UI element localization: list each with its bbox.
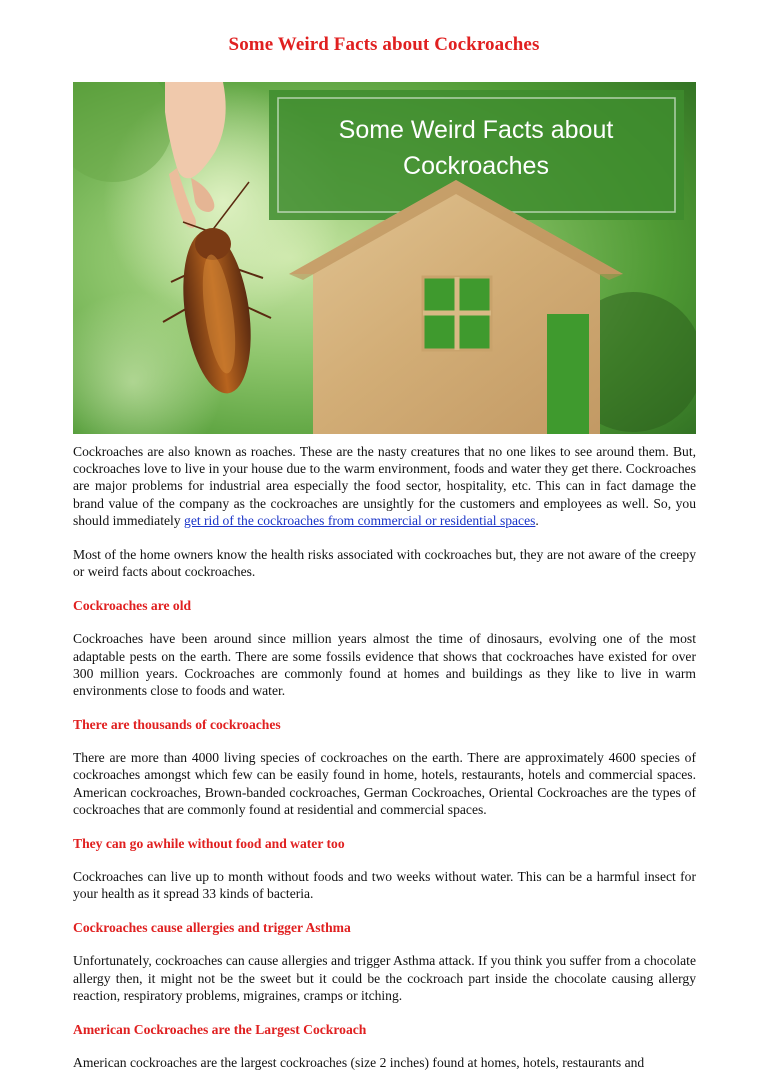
cockroach-removal-link[interactable]: get rid of the cockroaches from commercial or residential spaces [184,512,536,528]
section-body-old: Cockroaches have been around since million years almost the time of dinosaurs, evolving one of the most adaptable pests on the earth. There are some fossils evidence that shows that cockroaches have existed for over 300 million years. Cockroaches are commonly found at homes and buildings as they like to live in warm environments close to foods and water. [73,631,696,699]
intro-text: Cockroaches are also known as roaches. These are the nasty creatures that no one likes to see around them. But, cockroaches love to live in your house due to the warm environment, foods and water they get there. Cockroaches are major problems for industrial area especially the food sector, hospitality, etc. This can in fact damage the brand value of the company as the cockroaches are unsightly for the customers and employees as well. So, you should immediately [73,444,696,528]
section-body-food-water: Cockroaches can live up to month without foods and two weeks without water. This can be a harmful insect for your health as it spread 33 kinds of bacteria. [73,869,696,902]
hero-image [73,82,696,434]
section-body-allergies: Unfortunately, cockroaches can cause allergies and trigger Asthma attack. If you think you suffer from a chocolate allergy then, it might not be the sweet but it could be the cockroach part inside the chocolate causing allergy reaction, respiratory problems, migraines, cramps or itching. [73,953,696,1003]
section-body-american: American cockroaches are the largest cockroaches (size 2 inches) found at homes, hotels, restaurants and [73,1055,645,1071]
section-heading-american: American Cockroaches are the Largest Cockroach [73,1022,367,1038]
intro-paragraph [73,443,696,529]
article-body [73,443,696,1088]
intro-text-end: . [535,512,539,528]
section-heading-thousands: There are thousands of cockroaches [73,717,281,733]
section-heading-food-water: They can go awhile without food and water too [73,836,345,852]
banner-line-2: Cockroaches [403,152,549,180]
paragraph-2: Most of the home owners know the health risks associated with cockroaches but, they are not aware of the creepy or weird facts about cockroaches. [73,547,696,580]
section-body-thousands: There are more than 4000 living species of cockroaches on the earth. There are approximately 4600 species of cockroaches amongst which few can be easily found in home, hotels, restaurants, hotels and commercial spaces. American cockroaches, Brown-banded cockroaches, German Cockroaches, Oriental Cockroaches are the types of cockroaches that are commonly found at residential and commercial spaces. [73,750,696,817]
section-heading-old: Cockroaches are old [73,598,192,614]
banner-line-1: Some Weird Facts about [338,116,614,144]
hero-illustration [73,82,696,434]
page-title: Some Weird Facts about Cockroaches [228,34,540,55]
section-heading-allergies: Cockroaches cause allergies and trigger Asthma [73,920,351,936]
